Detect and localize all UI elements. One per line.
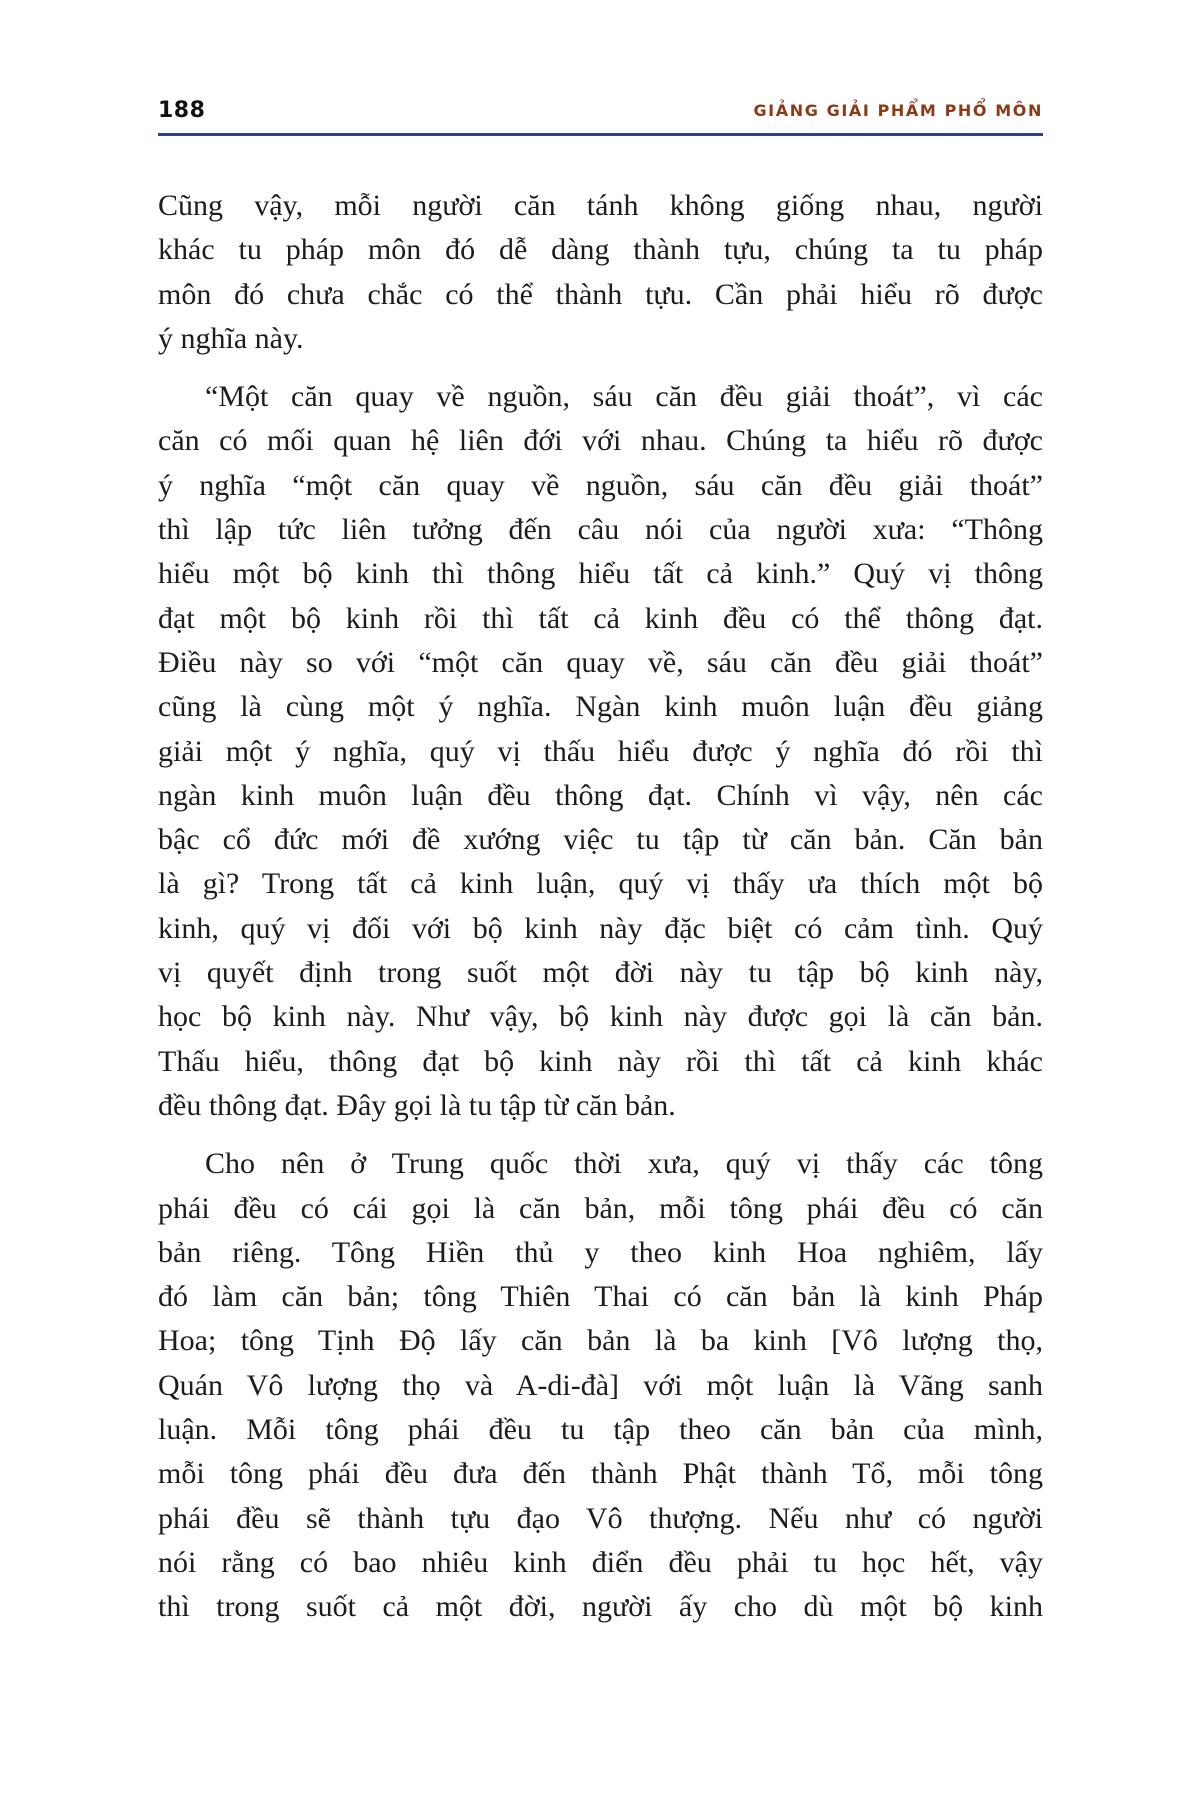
text-line: hiểu một bộ kinh thì thông hiểu tất cả kinh.” Quý vị thông bbox=[158, 557, 1043, 591]
text-line: môn đó chưa chắc có thể thành tựu. Cần phải hiểu rõ được bbox=[158, 277, 1043, 311]
text-line: đều thông đạt. Đây gọi là tu tập từ căn bản. bbox=[158, 1088, 676, 1122]
text-line: căn có mối quan hệ liên đới với nhau. Chúng ta hiểu rõ được bbox=[158, 424, 1043, 458]
text-line: thì lập tức liên tưởng đến câu nói của người xưa: “Thông bbox=[158, 513, 1043, 547]
text-line: “Một căn quay về nguồn, sáu căn đều giải thoát”, vì các bbox=[205, 380, 1043, 414]
text-line: cũng là cùng một ý nghĩa. Ngàn kinh muôn luận đều giảng bbox=[158, 690, 1043, 724]
text-line: Hoa; tông Tịnh Độ lấy căn bản là ba kinh [Vô lượng thọ, bbox=[158, 1324, 1043, 1358]
text-line: đó làm căn bản; tông Thiên Thai có căn bản là kinh Pháp bbox=[158, 1280, 1043, 1314]
text-line: bậc cổ đức mới đề xướng việc tu tập từ căn bản. Căn bản bbox=[158, 823, 1043, 857]
text-line: Điều này so với “một căn quay về, sáu căn đều giải thoát” bbox=[158, 645, 1043, 679]
text-line: Cho nên ở Trung quốc thời xưa, quý vị thấy các tông bbox=[205, 1147, 1043, 1181]
page-number: 188 bbox=[158, 98, 206, 123]
text-line: ý nghĩa này. bbox=[158, 321, 304, 355]
text-line: mỗi tông phái đều đưa đến thành Phật thành Tổ, mỗi tông bbox=[158, 1457, 1043, 1491]
text-line: phái đều có cái gọi là căn bản, mỗi tông phái đều có căn bbox=[158, 1191, 1043, 1225]
text-line: Quán Vô lượng thọ và A-di-đà] với một luận là Vãng sanh bbox=[158, 1368, 1043, 1402]
text-line: nói rằng có bao nhiêu kinh điển đều phải tu học hết, vậy bbox=[158, 1545, 1043, 1579]
text-line: Cũng vậy, mỗi người căn tánh không giống nhau, người bbox=[158, 189, 1043, 222]
book-title: GIẢNG GIẢI PHẨM PHỔ MÔN bbox=[753, 101, 1043, 120]
paragraph bbox=[158, 184, 1043, 361]
text-line: phái đều sẽ thành tựu đạo Vô thượng. Nếu như có người bbox=[158, 1501, 1043, 1535]
paragraph bbox=[158, 1142, 1043, 1629]
text-line: bản riêng. Tông Hiền thủ y theo kinh Hoa nghiêm, lấy bbox=[158, 1235, 1043, 1269]
running-header bbox=[158, 96, 1043, 126]
text-line: đạt một bộ kinh rồi thì tất cả kinh đều có thể thông đạt. bbox=[158, 601, 1043, 635]
text-line: kinh, quý vị đối với bộ kinh này đặc biệt có cảm tình. Quý bbox=[158, 911, 1043, 945]
text-line: là gì? Trong tất cả kinh luận, quý vị thấy ưa thích một bộ bbox=[158, 867, 1043, 901]
text-line: học bộ kinh này. Như vậy, bộ kinh này được gọi là căn bản. bbox=[158, 1000, 1043, 1034]
text-line: khác tu pháp môn đó dễ dàng thành tựu, chúng ta tu pháp bbox=[158, 233, 1043, 267]
text-line: Thấu hiểu, thông đạt bộ kinh này rồi thì tất cả kinh khác bbox=[158, 1044, 1043, 1078]
text-line: ngàn kinh muôn luận đều thông đạt. Chính vì vậy, nên các bbox=[158, 778, 1043, 812]
text-line: luận. Mỗi tông phái đều tu tập theo căn bản của mình, bbox=[158, 1413, 1043, 1447]
text-line: thì trong suốt cả một đời, người ấy cho dù một bộ kinh bbox=[158, 1590, 1043, 1624]
text-line: vị quyết định trong suốt một đời này tu tập bộ kinh này, bbox=[158, 956, 1043, 990]
text-line: giải một ý nghĩa, quý vị thấu hiểu được ý nghĩa đó rồi thì bbox=[158, 734, 1043, 768]
text-line: ý nghĩa “một căn quay về nguồn, sáu căn đều giải thoát” bbox=[158, 468, 1043, 502]
header-divider bbox=[158, 133, 1043, 136]
paragraph bbox=[158, 375, 1043, 1128]
body-text bbox=[158, 184, 1043, 1644]
